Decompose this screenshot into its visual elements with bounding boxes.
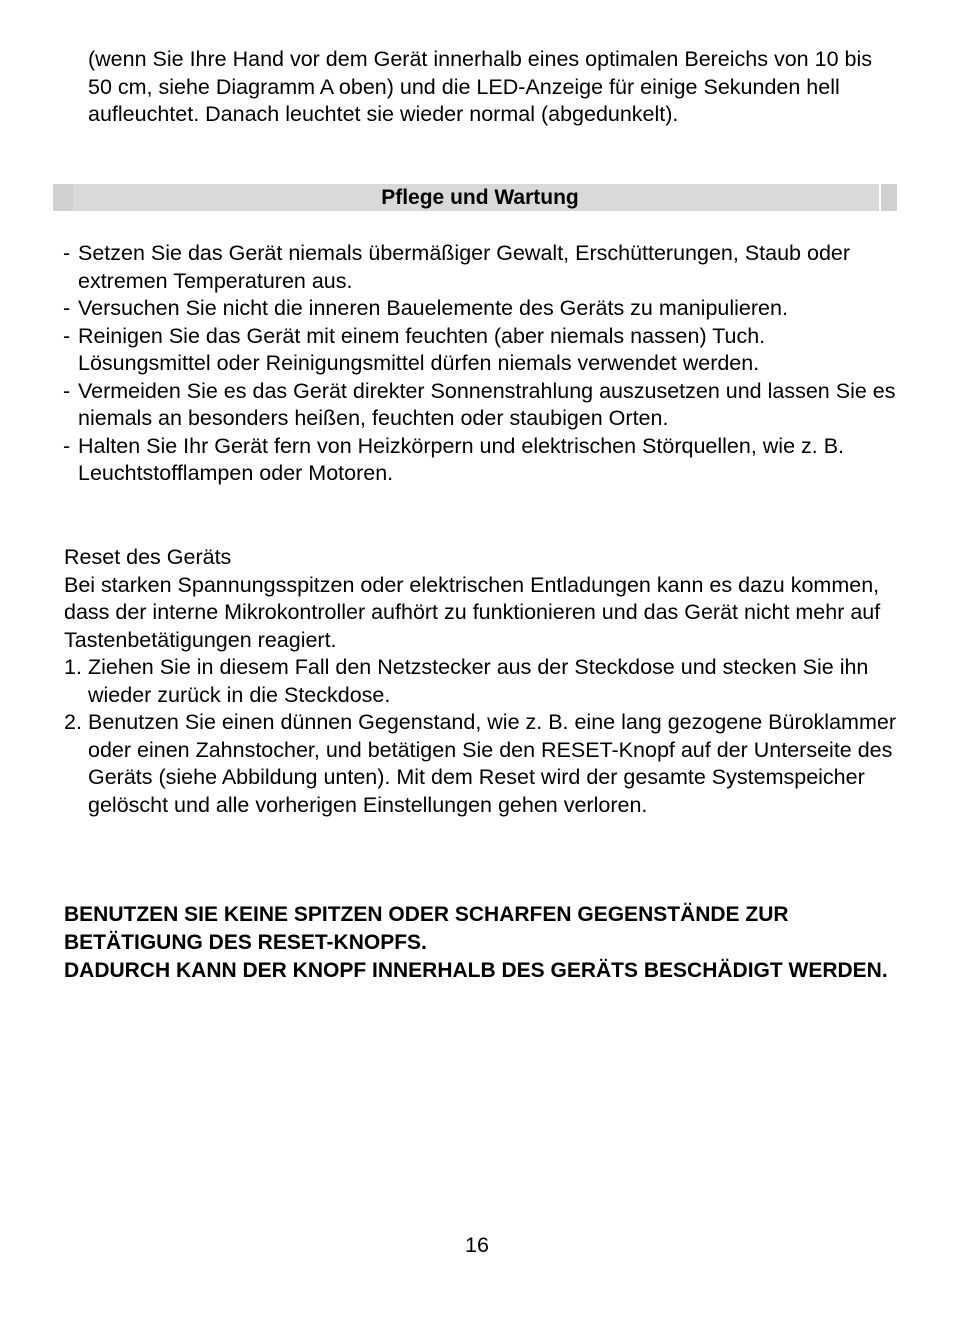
care-item (63, 378, 903, 433)
care-item-text: Versuchen Sie nicht die inneren Bauelemente des Geräts zu manipulieren. (78, 296, 788, 320)
bullet-dash: - (63, 323, 71, 348)
reset-description: Bei starken Spannungsspitzen oder elektrischen Entladungen kann es dazu kommen, dass der interne Mikrokontroller aufhört zu funktionieren und das Gerät nicht mehr auf Tastenbetätigungen reagiert. (64, 572, 881, 652)
care-item-text: Setzen Sie das Gerät niemals übermäßiger Gewalt, Erschütterungen, Staub oder extremen Temperaturen aus. (78, 241, 851, 293)
step-text: Ziehen Sie in diesem Fall den Netzstecker aus der Steckdose und stecken Sie ihn wieder zurück in die Steckdose. (88, 655, 869, 707)
warning-line-2: DADURCH KANN DER KNOPF INNERHALB DES GERÄTS BESCHÄDIGT WERDEN. (64, 959, 888, 982)
warning-line-1: BENUTZEN SIE KEINE SPITZEN ODER SCHARFEN GEGENSTÄNDE ZUR BETÄTIGUNG DES RESET-KNOPFS. (64, 903, 789, 954)
bullet-dash: - (63, 378, 71, 403)
step-number: 1. (64, 655, 82, 679)
care-item (63, 433, 903, 488)
care-item (63, 295, 903, 323)
reset-steps (64, 654, 904, 819)
step-number: 2. (64, 710, 82, 734)
reset-section (64, 544, 904, 819)
section-title: Pflege und Wartung (381, 186, 579, 209)
intro-text: (wenn Sie Ihre Hand vor dem Gerät innerhalb eines optimalen Bereichs von 10 bis 50 cm, siehe Diagramm A oben) und die LED-Anzeige für einige Sekunden hell aufleuchtet. Danach leuchtet sie wieder normal (abgedunkelt). (88, 47, 872, 126)
step-text: Benutzen Sie einen dünnen Gegenstand, wie z. B. eine lang gezogene Büroklammer oder einen Zahnstocher, und betätigen Sie den RESET-Knopf auf der Unterseite des Geräts (siehe Abbildung unten). Mit dem Reset wird der gesamte Systemspeicher gelöscht und alle vorherigen Einstellungen gehen verloren. (88, 710, 896, 817)
reset-step (64, 709, 904, 819)
care-item-text: Halten Sie Ihr Gerät fern von Heizkörpern und elektrischen Störquellen, wie z. B. Leuchtstofflampen oder Motoren. (78, 433, 845, 485)
care-item-text: Vermeiden Sie es das Gerät direkter Sonnenstrahlung auszusetzen und lassen Sie es niemals an besonders heißen, feuchten oder staubigen Orten. (78, 378, 896, 430)
care-item (63, 240, 903, 295)
reset-heading: Reset des Geräts (64, 545, 232, 569)
care-item (63, 323, 903, 378)
bullet-dash: - (63, 433, 71, 458)
section-header-bar (53, 184, 897, 211)
care-item-text: Reinigen Sie das Gerät mit einem feuchten (aber niemals nassen) Tuch. Lösungsmittel oder Reinigungsmittel dürfen niemals verwendet werden. (78, 323, 766, 375)
intro-paragraph (88, 46, 898, 129)
warning-notice (64, 901, 904, 985)
bullet-dash: - (63, 241, 71, 265)
page-number: 16 (465, 1233, 489, 1257)
reset-step (64, 654, 904, 709)
bullet-dash: - (63, 296, 71, 320)
care-instructions-list (63, 240, 903, 488)
